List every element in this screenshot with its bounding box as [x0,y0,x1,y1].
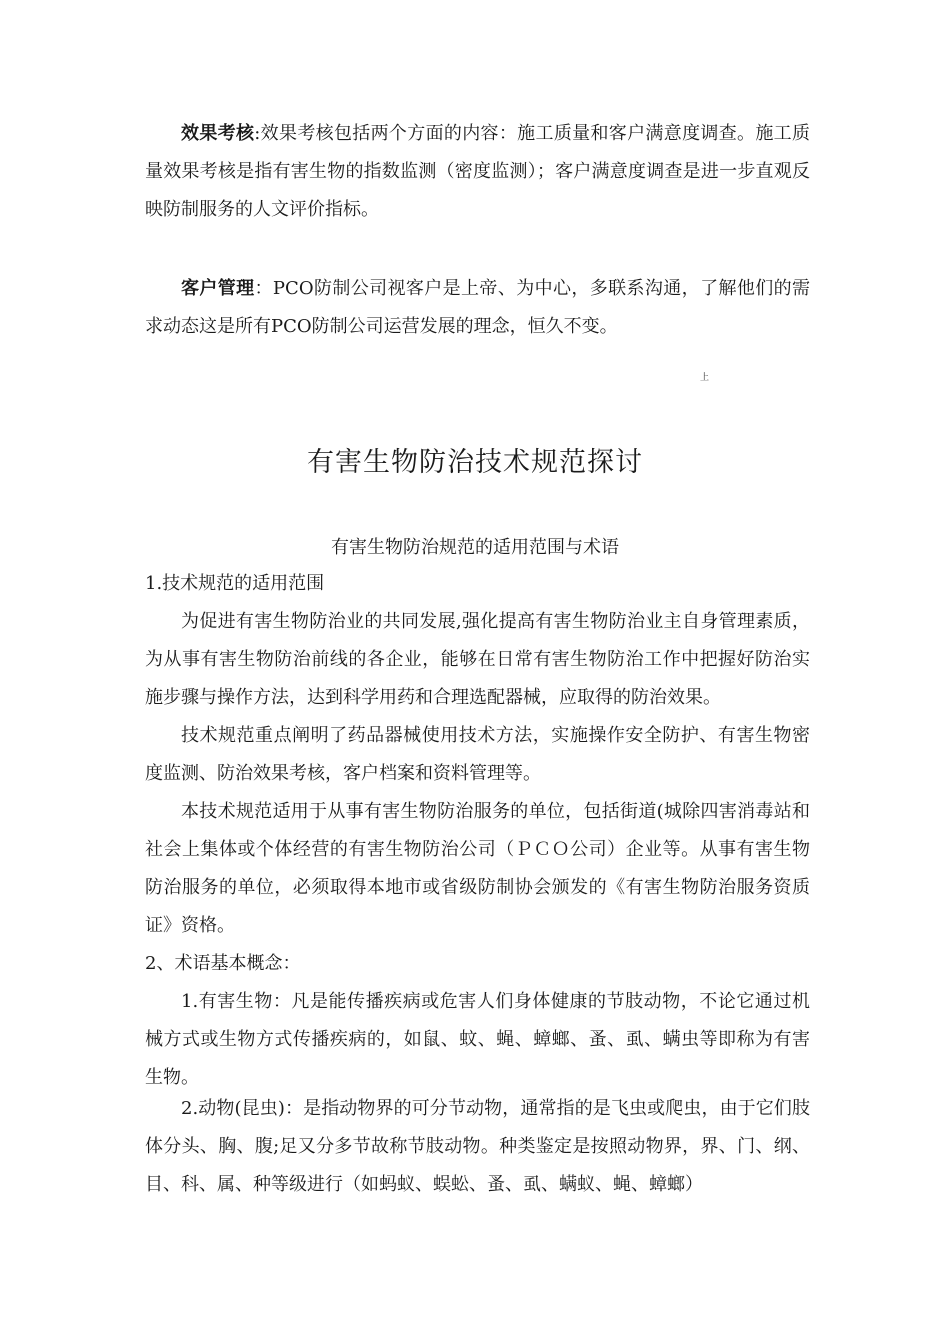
section1-paragraph-1: 为促进有害生物防治业的共同发展,强化提高有害生物防治业主自身管理素质，为从事有害生物防治前线的各企业，能够在日常有害生物防治工作中把握好防治实施步骤与操作方法，达到科学用药和合理选配器械，应取得的防治效果。 [145,611,810,708]
effect-assessment-label: 效果考核 [181,123,255,144]
document-title: 有害生物防治技术规范探讨 [307,447,643,478]
section2-paragraph-2: 2.动物(昆虫)：是指动物界的可分节动物，通常指的是飞虫或爬虫，由于它们肢体分头、胸、腹;足又分多节故称节肢动物。种类鉴定是按照动物界，界、门、纲、目、科、属、种等级进行（如蚂蚁、蜈蚣、蚤、虱、螨蚁、蝇、蟑螂） [145,1098,810,1195]
customer-management-label: 客户管理 [181,278,255,299]
section1-paragraph-3: 本技术规范适用于从事有害生物防治服务的单位，包括街道(城除四害消毒站和社会上集体或个体经营的有害生物防治公司（ＰＣＯ公司）企业等。从事有害生物防治服务的单位，必须取得本地市或省级防制协会颁发的《有害生物防治服务资质证》资格。 [145,801,810,936]
document-subtitle: 有害生物防治规范的适用范围与术语 [331,537,619,558]
section1-paragraph-2: 技术规范重点阐明了药品器械使用技术方法，实施操作安全防护、有害生物密度监测、防治效果考核，客户档案和资料管理等。 [145,725,810,784]
page-mark: 上 [700,373,710,383]
section2-paragraph-1: 1.有害生物：凡是能传播疾病或危害人们身体健康的节肢动物，不论它通过机械方式或生物方式传播疾病的，如鼠、蚊、蝇、蟑螂、蚤、虱、螨虫等即称为有害生物。 [145,991,810,1088]
customer-management-text: ：PCO防制公司视客户是上帝、为中心，多联系沟通，了解他们的需求动态这是所有PCO防制公司运营发展的理念，恒久不变。 [145,278,810,337]
effect-assessment-text: :效果考核包括两个方面的内容：施工质量和客户满意度调查。施工质量效果考核是指有害生物的指数监测（密度监测）；客户满意度调查是进一步直观反映防制服务的人文评价指标。 [145,123,811,220]
customer-management-paragraph [145,270,810,346]
effect-assessment-paragraph [145,115,810,229]
section1-heading: 1.技术规范的适用范围 [145,573,325,594]
section2-heading: 2、术语基本概念： [145,953,301,974]
